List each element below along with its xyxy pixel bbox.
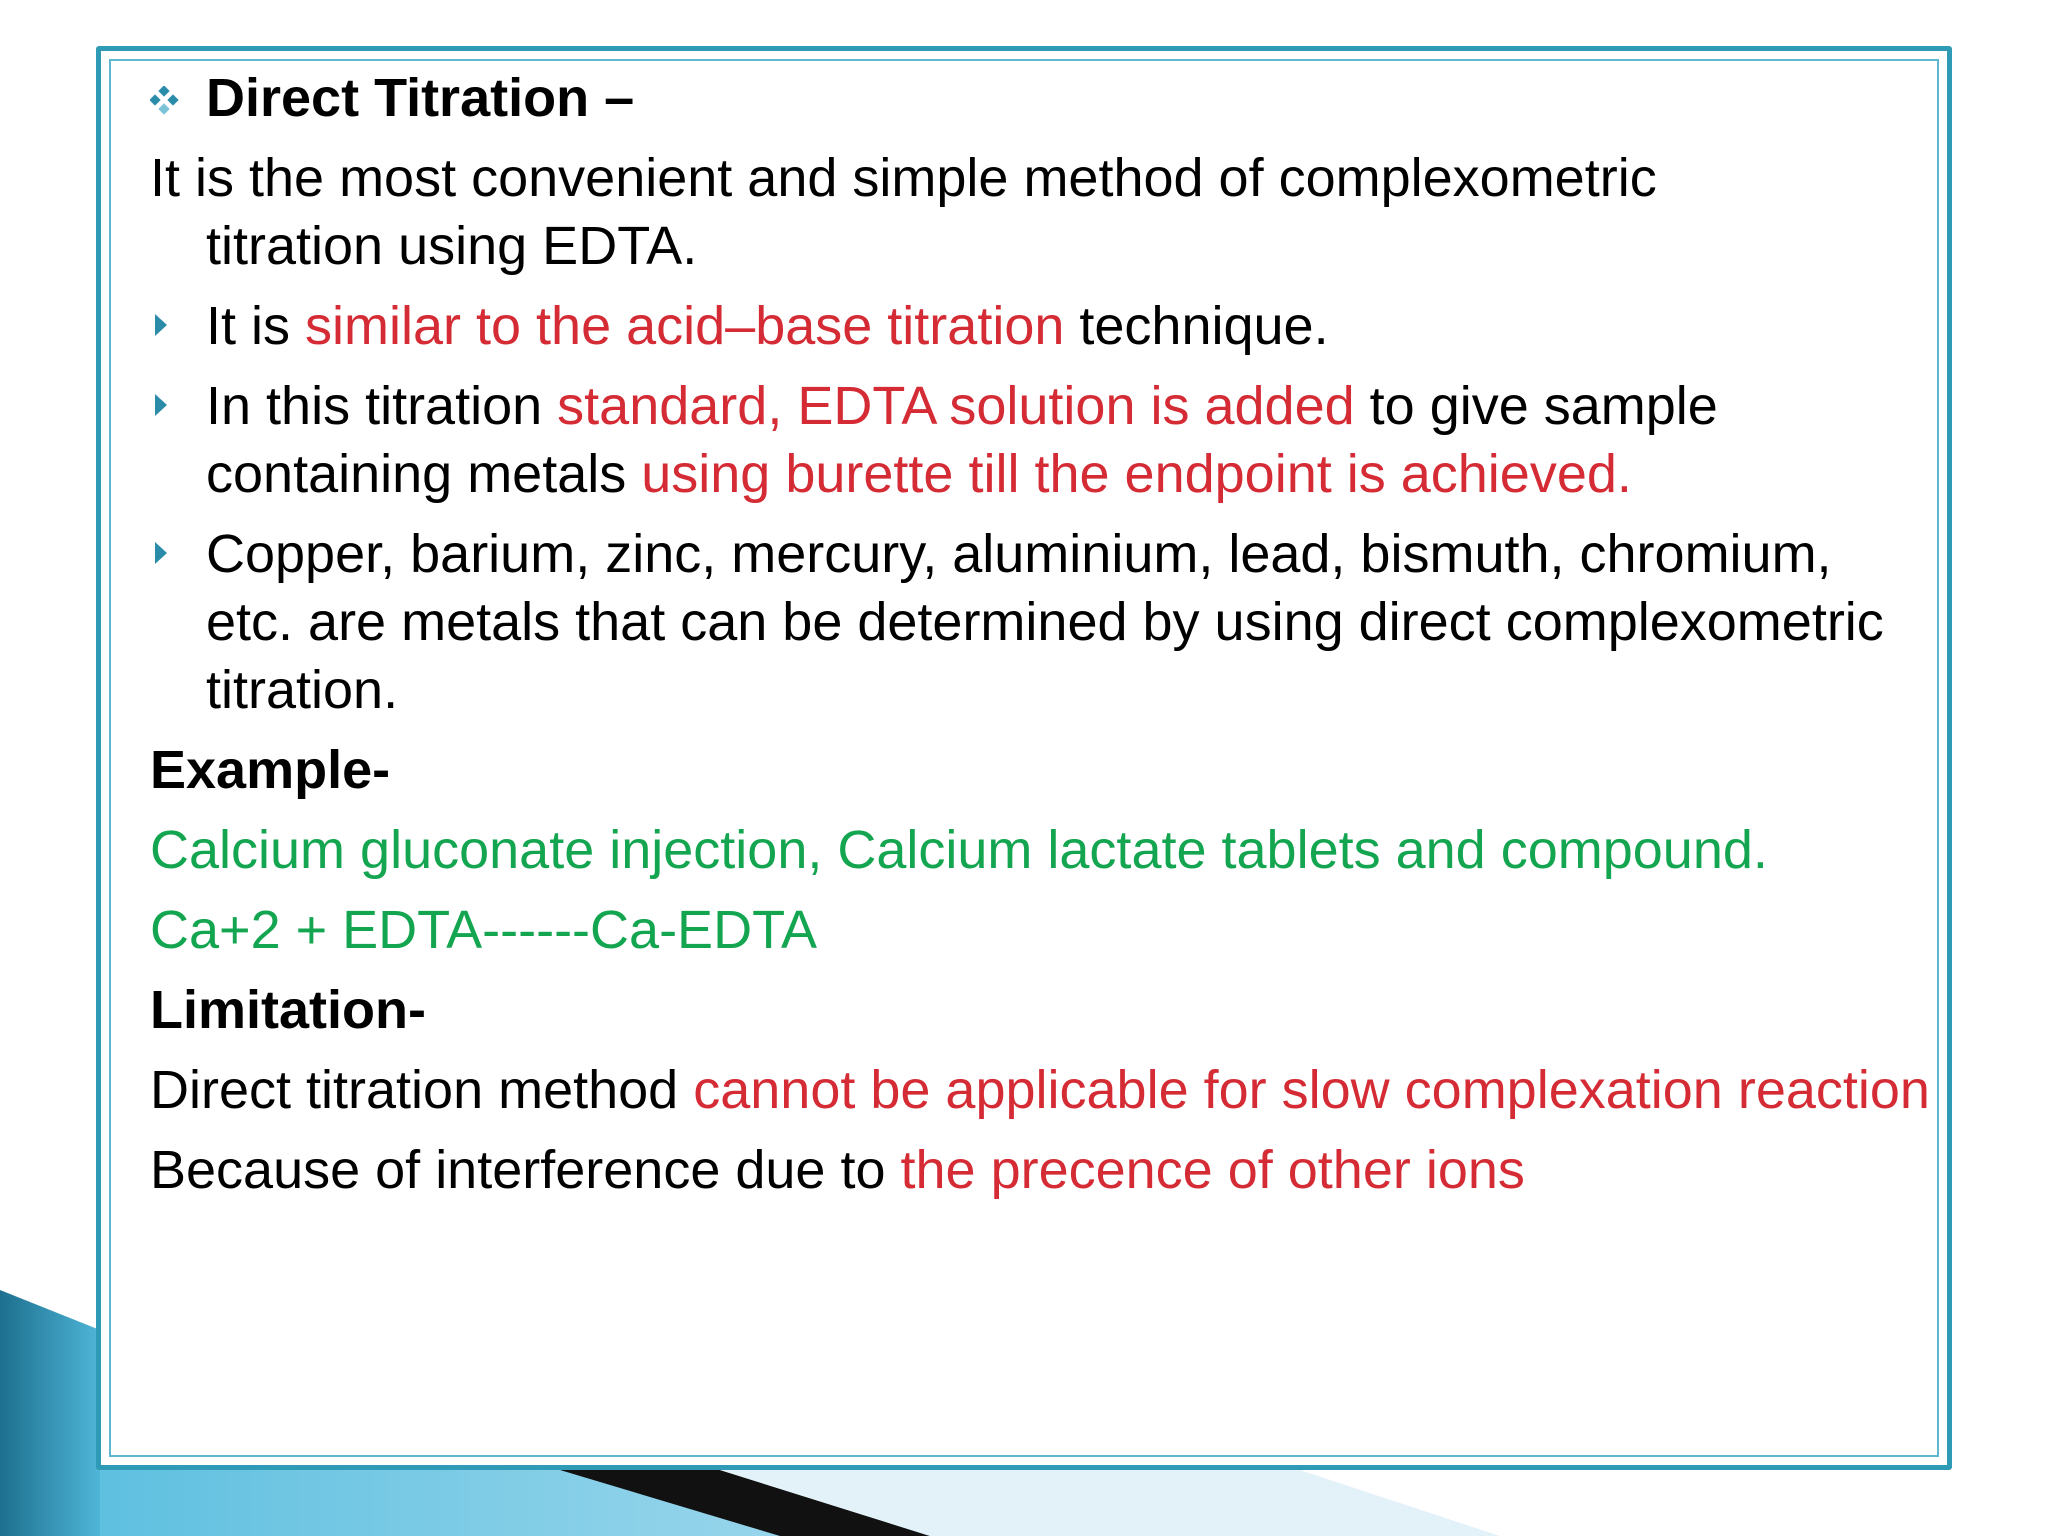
list-item: [150, 372, 1930, 508]
triangle-right-icon: [152, 310, 172, 340]
intro-line-1: It is the most convenient and simple method of complexometric: [150, 148, 1657, 208]
bullet-2-mid: to give sample containing metals: [206, 376, 1718, 504]
example-equation: Ca+2 + EDTA------Ca-EDTA: [150, 900, 818, 960]
list-item: [150, 520, 1930, 724]
limitation-paragraph-2: [150, 1136, 1930, 1204]
bullet-2-highlight-2: using burette till the endpoint is achieved.: [641, 444, 1632, 504]
bullet-2-text: In this titration: [206, 376, 558, 436]
wave-shape-dark: [0, 1290, 100, 1536]
list-item: [150, 292, 1930, 360]
limitation-2-highlight: the precence of other ions: [900, 1140, 1525, 1200]
bullet-1-tail: technique.: [1064, 296, 1329, 356]
limitation-2-text: Because of interference due to: [150, 1140, 901, 1200]
heading-row: [150, 64, 1930, 132]
page-title: Direct Titration –: [206, 68, 635, 128]
limitation-paragraph-1: [150, 1056, 1930, 1124]
bullet-3-text: Copper, barium, zinc, mercury, aluminium, lead, bismuth, chromium, etc. are metals that can be determined by using direct complexometric titration.: [206, 524, 1884, 720]
triangle-right-icon: [152, 390, 172, 420]
limitation-label: Limitation-: [150, 980, 426, 1040]
example-label: Example-: [150, 740, 391, 800]
intro-paragraph: [150, 144, 1930, 280]
bullet-1-text: It is: [206, 296, 306, 356]
diamond-cluster-icon: [150, 86, 180, 116]
example-line-1: Calcium gluconate injection, Calcium lactate tablets and compound.: [150, 820, 1768, 880]
intro-line-2: titration using EDTA.: [206, 216, 698, 276]
limitation-1-text: Direct titration method: [150, 1060, 694, 1120]
bullet-2-highlight: standard, EDTA solution is added: [557, 376, 1355, 436]
bullet-1-highlight: similar to the acid–base titration: [305, 296, 1065, 356]
triangle-right-icon: [152, 538, 172, 568]
limitation-1-highlight: cannot be applicable for slow complexation reaction: [693, 1060, 1930, 1120]
slide-content: [150, 64, 1930, 1216]
